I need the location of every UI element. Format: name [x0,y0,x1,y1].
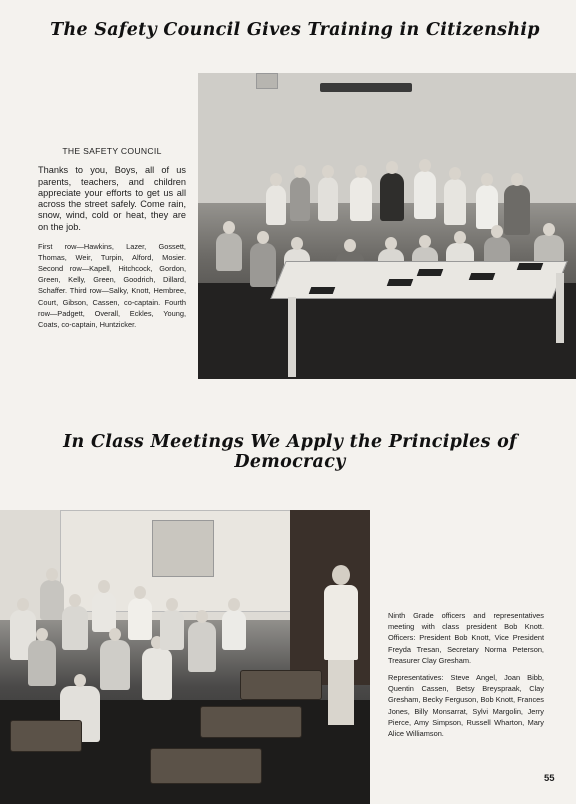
page-number: 55 [544,773,555,784]
safety-council-caption [38,146,186,330]
representatives-paragraph: Representatives: Steve Angel, Joan Bibb, Quentin Cassen, Betsy Breyspraak, Clay Gresham, Becky Ferguson, Bob Knott, Frances Jones, Billy Monsarrat, Sylvi Margolin, Jerry Pierce, Amy Simpson, Russell Wharton, Mary Alice Williamson. [388,673,544,739]
safety-council-caption-text: Thanks to you, Boys, all of us parents, teachers, and children appreciate your efforts to get us all across the street safely. Come rain, snow, wind, cold or heat, they are on the job. [38,165,186,232]
class-president-figure [320,565,362,725]
class-meetings-heading: In Class Meetings We Apply the Principles of Democracy [63,432,517,472]
safety-council-photo [198,73,576,379]
safety-council-names: First row—Hawkins, Lazer, Gossett, Thomas, Weir, Turpin, Alford, Mosier. Second row—Kapell, Hitchcock, Gordon, Green, Kelly, Green, Goodrich, Dillard, Schaffer. Third row—Salky, Knott, Hembree, Court, Gibson, Cassen, co-captain. Fourth row—Padgett, Overall, Eckles, Young, Coats, co-captain, Huntzicker. [38,242,186,329]
class-meeting-caption [388,610,544,745]
safety-council-heading: The Safety Council Gives Training in Citizenship [50,20,540,40]
class-meeting-photo [0,510,370,804]
officers-paragraph: Ninth Grade officers and representatives meeting with class president Bob Knott. Officers: President Bob Knott, Vice President Freyda Tresan, Secretary Norma Peterson, Treasurer Clay Gresham. [388,611,544,665]
safety-council-caption-title: THE SAFETY COUNCIL [62,146,162,156]
